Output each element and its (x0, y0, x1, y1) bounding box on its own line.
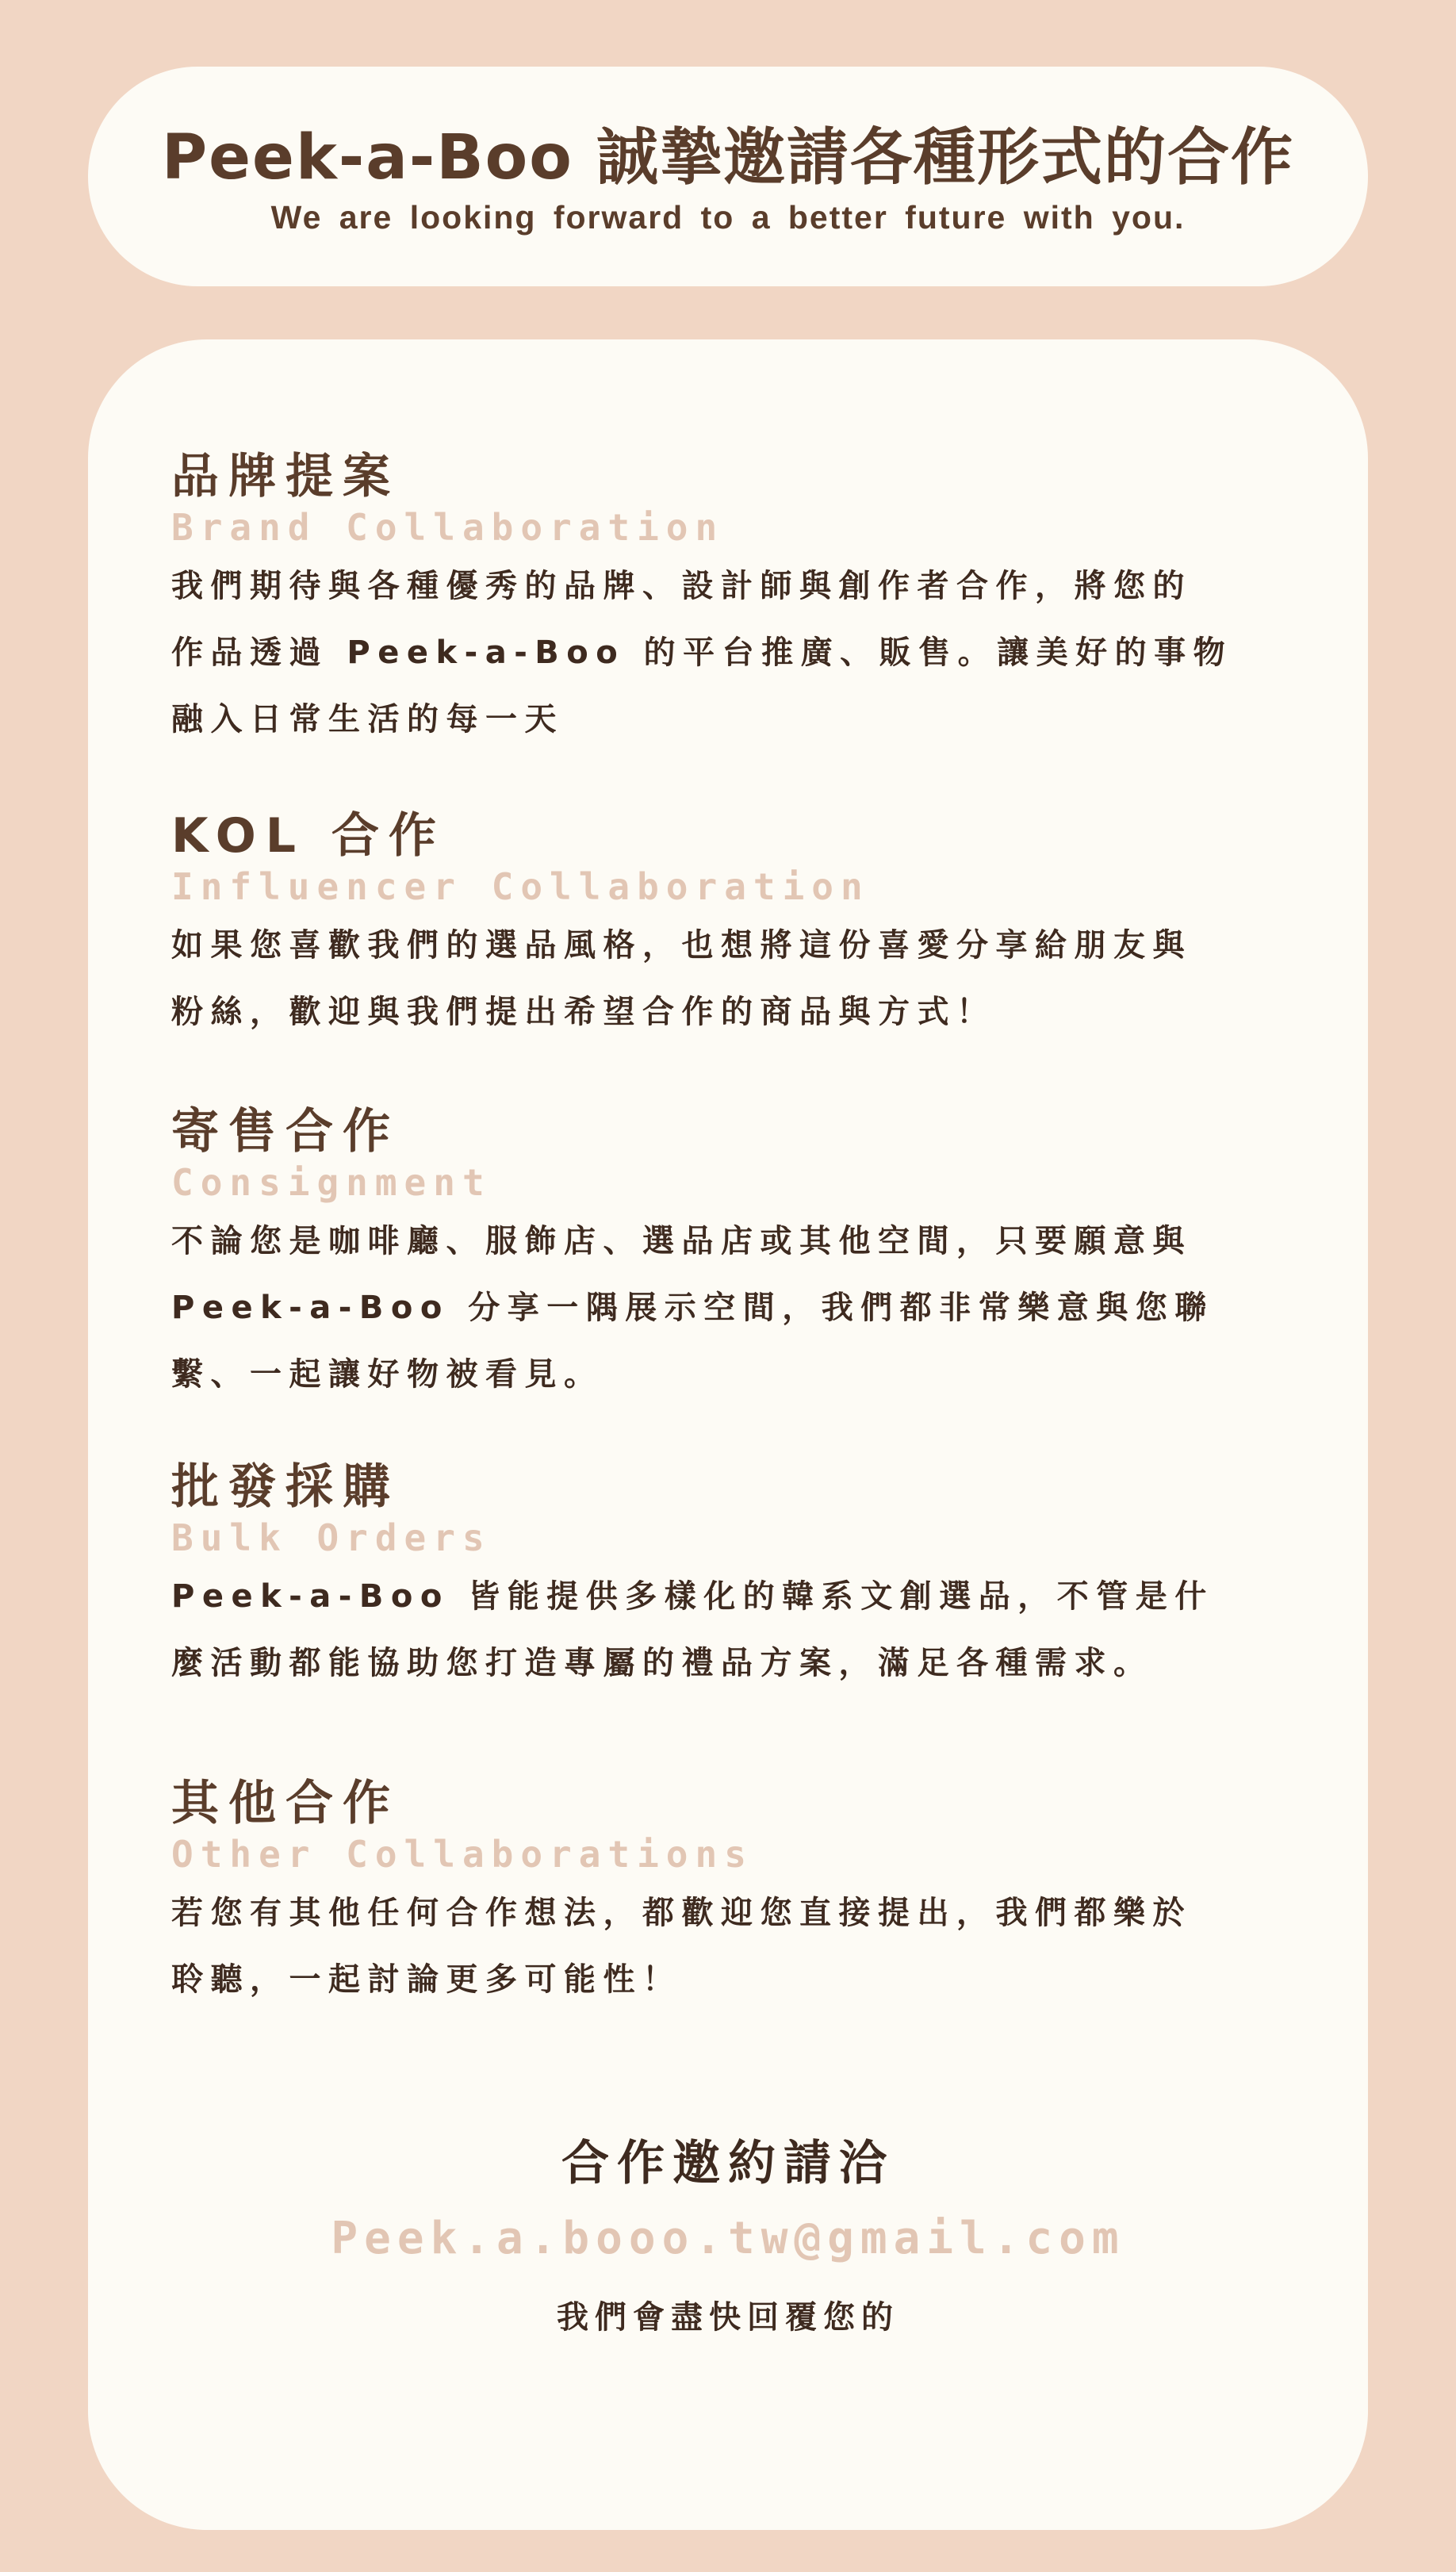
section-title: 批發採購 (171, 1459, 400, 1515)
section-brand-collaboration (171, 448, 1329, 753)
section-title: 品牌提案 (171, 449, 400, 504)
contact-title: 合作邀約請洽 (561, 2136, 895, 2191)
page-subtitle: We are looking forward to a better future with you. (270, 199, 1186, 236)
body-line: 不論您是咖啡廳、服飾店、選品店或其他空間，只要願意與 (171, 1223, 1192, 1259)
body-line: 聆聽，一起討論更多可能性！ (171, 1961, 682, 1998)
section-other-collaborations (171, 1775, 1329, 2013)
section-body (171, 553, 1329, 753)
body-line: 作品透過 Peek-a-Boo 的平台推廣、販售。讓美好的事物 (171, 634, 1233, 671)
section-consignment (171, 1103, 1329, 1408)
body-line: Peek-a-Boo 分享一隅展示空間，我們都非常樂意與您聯 (171, 1290, 1214, 1326)
section-body (171, 1208, 1329, 1408)
section-kol-collaboration (171, 807, 1329, 1045)
body-line: 粉絲，歡迎與我們提出希望合作的商品與方式！ (171, 994, 996, 1030)
section-body (171, 1880, 1329, 2013)
contact-email[interactable]: Peek.a.booo.tw@gmail.com (331, 2213, 1125, 2264)
section-title: 寄售合作 (171, 1104, 400, 1160)
section-subtitle: Brand Collaboration (171, 506, 725, 549)
body-line: 如果您喜歡我們的選品風格，也想將這份喜愛分享給朋友與 (171, 927, 1192, 964)
section-body (171, 912, 1329, 1045)
section-title: 其他合作 (171, 1776, 400, 1831)
section-subtitle: Other Collaborations (171, 1833, 753, 1876)
section-title: KOL 合作 (171, 808, 446, 864)
header-card (88, 67, 1368, 286)
section-subtitle: Consignment (171, 1161, 492, 1204)
body-line: 我們期待與各種優秀的品牌、設計師與創作者合作，將您的 (171, 568, 1192, 604)
section-body (171, 1563, 1329, 1696)
body-line: 若您有其他任何合作想法，都歡迎您直接提出，我們都樂於 (171, 1895, 1192, 1931)
body-line: 繫、一起讓好物被看見。 (171, 1356, 603, 1393)
section-subtitle: Bulk Orders (171, 1516, 492, 1559)
section-bulk-orders (171, 1458, 1329, 1696)
body-line: Peek-a-Boo 皆能提供多樣化的韓系文創選品，不管是什 (171, 1578, 1214, 1615)
page-title: Peek-a-Boo 誠摯邀請各種形式的合作 (161, 122, 1294, 194)
contact-note: 我們會盡快回覆您的 (557, 2299, 899, 2336)
section-subtitle: Influencer Collaboration (171, 865, 870, 908)
body-line: 麼活動都能協助您打造專屬的禮品方案，滿足各種需求。 (171, 1645, 1153, 1681)
body-line: 融入日常生活的每一天 (171, 701, 564, 738)
